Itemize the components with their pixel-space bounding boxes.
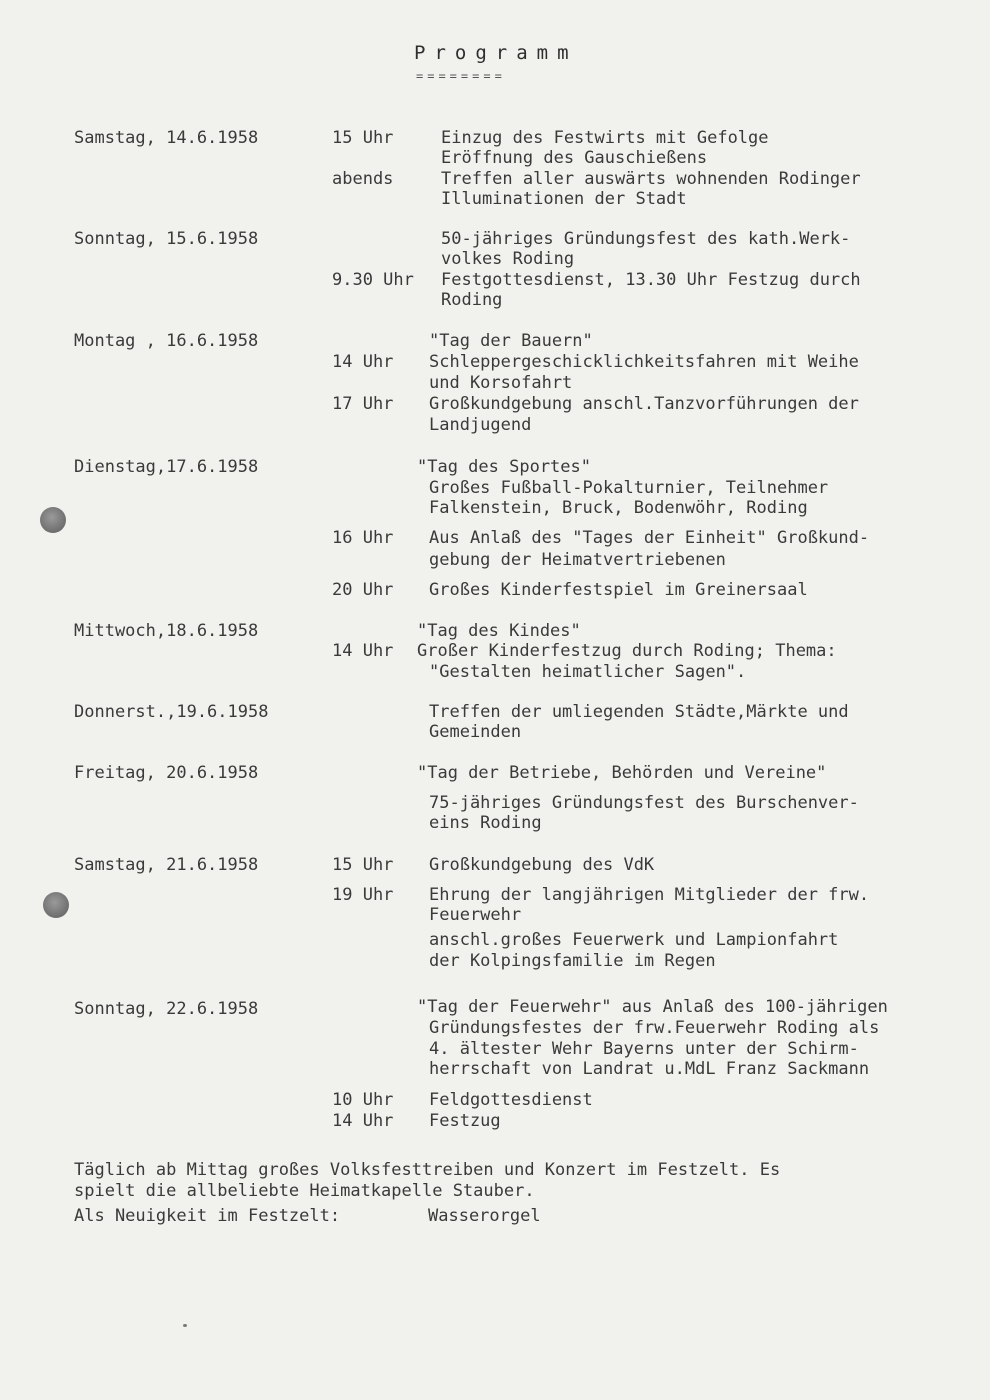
- punch-hole: [43, 892, 69, 918]
- event-time: 14 Uhr: [332, 641, 394, 661]
- event-text: 75-jähriges Gründungsfest des Burschenver-: [429, 793, 859, 813]
- footer-line: Täglich ab Mittag großes Volksfesttreiben und Konzert im Festzelt. Es: [74, 1160, 781, 1180]
- event-text: und Korsofahrt: [429, 373, 573, 393]
- event-text: Großer Kinderfestzug durch Roding; Thema:: [417, 641, 837, 661]
- event-time: 17 Uhr: [332, 394, 394, 414]
- event-text: "Tag des Sportes": [417, 457, 591, 477]
- event-text: Festzug: [429, 1111, 501, 1131]
- event-text: Landjugend: [429, 415, 532, 435]
- event-text: Feuerwehr: [429, 905, 522, 925]
- event-time: 19 Uhr: [332, 885, 394, 905]
- event-text: Treffen der umliegenden Städte,Märkte und: [429, 702, 849, 722]
- event-text: Schleppergeschicklichkeitsfahren mit Weihe: [429, 352, 859, 372]
- event-text: Festgottesdienst, 13.30 Uhr Festzug durch: [441, 270, 861, 290]
- event-text: "Tag der Betriebe, Behörden und Vereine": [417, 763, 827, 783]
- day-date: Mittwoch,18.6.1958: [74, 621, 259, 641]
- event-time: 14 Uhr: [332, 1111, 394, 1131]
- event-text: Roding: [441, 290, 503, 310]
- event-time: 10 Uhr: [332, 1090, 394, 1110]
- event-time: 15 Uhr: [332, 128, 394, 148]
- event-text: Feldgottesdienst: [429, 1090, 593, 1110]
- event-text: "Gestalten heimatlicher Sagen".: [429, 662, 747, 682]
- event-text: Gründungsfestes der frw.Feuerwehr Roding als: [429, 1018, 880, 1038]
- event-text: "Tag der Bauern": [429, 331, 593, 351]
- event-text: gebung der Heimatvertriebenen: [429, 550, 726, 570]
- event-text: "Tag der Feuerwehr" aus Anlaß des 100-jährigen: [417, 997, 888, 1017]
- day-date: Sonntag, 22.6.1958: [74, 999, 259, 1019]
- event-text: volkes Roding: [441, 249, 575, 269]
- day-date: Dienstag,17.6.1958: [74, 457, 259, 477]
- event-time: abends: [332, 169, 394, 189]
- event-text: der Kolpingsfamilie im Regen: [429, 951, 716, 971]
- day-date: Montag , 16.6.1958: [74, 331, 259, 351]
- day-date: Samstag, 21.6.1958: [74, 855, 259, 875]
- punch-hole: [40, 507, 66, 533]
- page-title: Programm: [414, 42, 578, 64]
- event-text: Gemeinden: [429, 722, 522, 742]
- event-text: Großes Fußball-Pokalturnier, Teilnehmer: [429, 478, 829, 498]
- event-time: 9.30 Uhr: [332, 270, 414, 290]
- day-date: Donnerst.,19.6.1958: [74, 702, 269, 722]
- event-time: 15 Uhr: [332, 855, 394, 875]
- day-date: Freitag, 20.6.1958: [74, 763, 259, 783]
- event-time: 20 Uhr: [332, 580, 394, 600]
- event-text: 4. ältester Wehr Bayerns unter der Schirm-: [429, 1039, 859, 1059]
- event-text: Falkenstein, Bruck, Bodenwöhr, Roding: [429, 498, 808, 518]
- event-text: Großkundgebung des VdK: [429, 855, 655, 875]
- event-text: Treffen aller auswärts wohnenden Rodinger: [441, 169, 861, 189]
- event-text: herrschaft von Landrat u.MdL Franz Sackmann: [429, 1059, 870, 1079]
- title-underline: ========: [416, 69, 506, 83]
- event-text: Großes Kinderfestspiel im Greinersaal: [429, 580, 808, 600]
- event-text: Einzug des Festwirts mit Gefolge: [441, 128, 769, 148]
- footer-novelty-label: Als Neuigkeit im Festzelt:: [74, 1206, 341, 1226]
- paper-speck: [183, 1324, 187, 1327]
- event-text: 50-jähriges Gründungsfest des kath.Werk-: [441, 229, 851, 249]
- event-text: eins Roding: [429, 813, 542, 833]
- day-date: Samstag, 14.6.1958: [74, 128, 259, 148]
- footer-novelty-value: Wasserorgel: [428, 1206, 541, 1226]
- event-text: Aus Anlaß des "Tages der Einheit" Großkund-: [429, 528, 870, 548]
- event-time: 14 Uhr: [332, 352, 394, 372]
- event-text: Ehrung der langjährigen Mitglieder der frw.: [429, 885, 870, 905]
- event-text: Großkundgebung anschl.Tanzvorführungen der: [429, 394, 859, 414]
- day-date: Sonntag, 15.6.1958: [74, 229, 259, 249]
- event-text: Illuminationen der Stadt: [441, 189, 687, 209]
- event-time: 16 Uhr: [332, 528, 394, 548]
- event-text: Eröffnung des Gauschießens: [441, 148, 708, 168]
- event-text: anschl.großes Feuerwerk und Lampionfahrt: [429, 930, 839, 950]
- event-text: "Tag des Kindes": [417, 621, 581, 641]
- footer-line: spielt die allbeliebte Heimatkapelle Stauber.: [74, 1181, 535, 1201]
